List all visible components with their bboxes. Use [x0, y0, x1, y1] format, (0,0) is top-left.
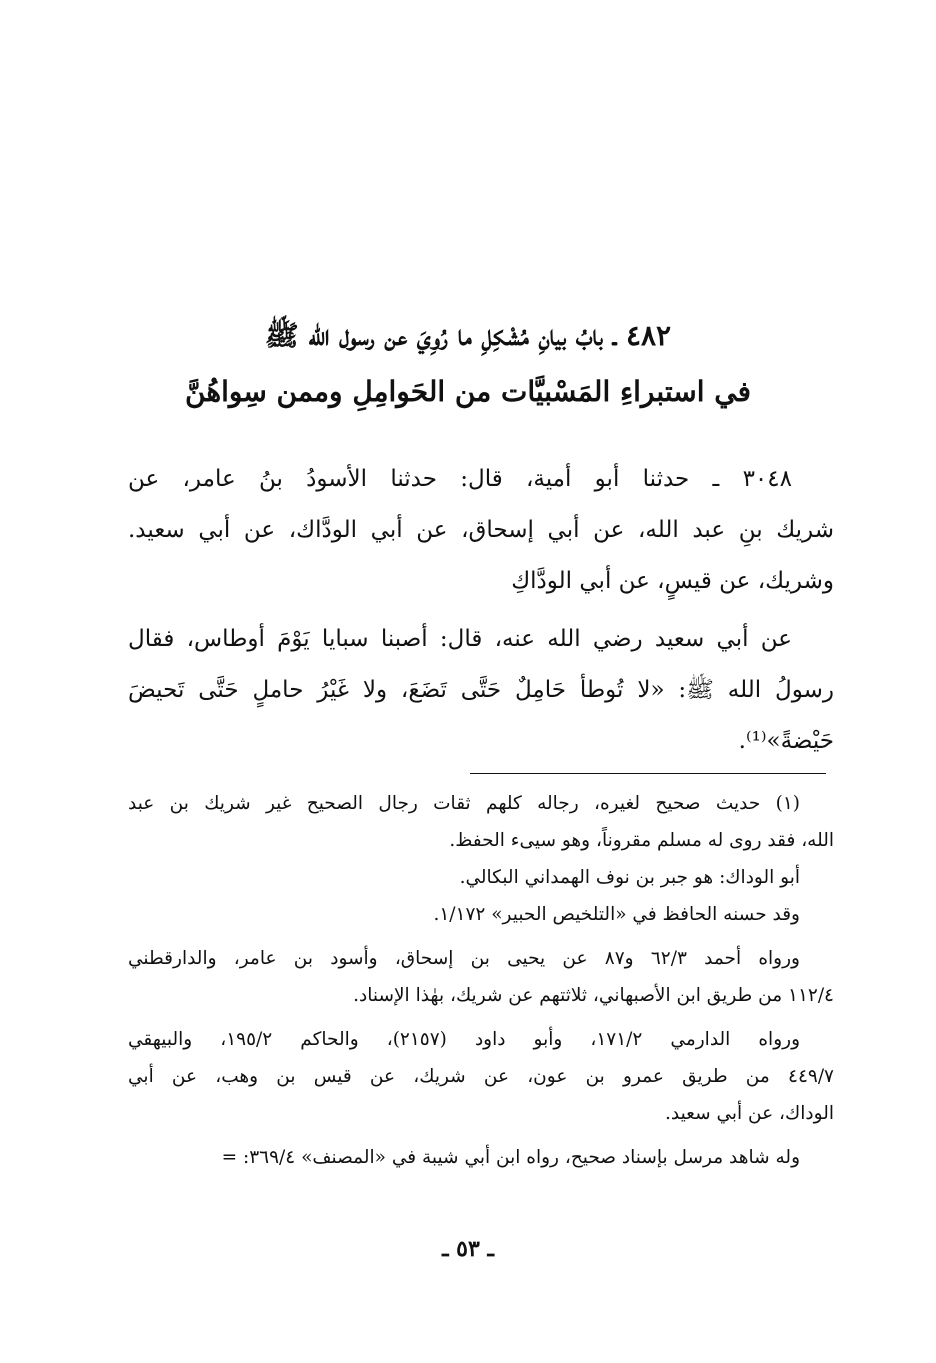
footnote-line: وقد حسنه الحافظ في «التلخيص الحبير» ١/١٧٢.	[433, 904, 800, 925]
page-number: ـ ٥٣ ـ	[442, 1236, 494, 1262]
matn-line-1: عن أبي سعيد رضي الله عنه، قال: أصبنا سبايا يَوْمَ أوطاس، فقال	[128, 626, 792, 652]
matn-line-2: رسولُ الله ﷺ: «لا تُوطأ حَامِلٌ حَتَّى تَضَعَ، ولا غَيْرُ حاملٍ حَتَّى تَحيضَ	[128, 677, 834, 703]
matn-line-3: حَيْضةً»⁽¹⁾.	[738, 728, 834, 754]
footnote-separator	[470, 773, 826, 774]
isnad-line-2: شريك بنِ عبد الله، عن أبي إسحاق، عن أبي الودَّاك، عن أبي سعيد.	[128, 517, 834, 543]
chapter-title-line-1: ٤٨٢ ـ بابُ بيانِ مُشْكِلِ ما رُوِيَ عن رسول الله ﷺ	[264, 319, 672, 352]
footnote-line: ٤٤٩/٧ من طريق عمرو بن عون، عن شريك، عن قيس بن وهب، عن أبي	[128, 1066, 834, 1087]
footnote-line: الله، فقد روى له مسلم مقروناً، وهو سيىء الحفظ.	[449, 830, 834, 851]
footnote-line: وله شاهد مرسل بإسناد صحيح، رواه ابن أبي شيبة في «المصنف» ٣٦٩/٤: =	[221, 1147, 800, 1168]
footnote-line: ١١٢/٤ من طريق ابن الأصبهاني، ثلاثتهم عن شريك، بهٰذا الإسناد.	[353, 985, 834, 1006]
hadith-matn	[128, 614, 834, 767]
footnote-line: الوداك، عن أبي سعيد.	[664, 1103, 834, 1124]
footnotes	[128, 785, 834, 1176]
footnote-line: ورواه أحمد ٦٢/٣ و٨٧ عن يحيى بن إسحاق، وأسود بن عامر، والدارقطني	[128, 948, 800, 969]
footnote-line: (١) حديث صحيح لغيره، رجاله كلهم ثقات رجال الصحيح غير شريك بن عبد	[128, 793, 800, 814]
chapter-heading	[110, 308, 826, 420]
footnote-line: ورواه الدارمي ١٧١/٢، وأبو داود (٢١٥٧)، والحاكم ١٩٥/٢، والبيهقي	[128, 1029, 800, 1050]
isnad-line-3: وشريك، عن قيسٍ، عن أبي الودَّاكِ	[511, 568, 834, 594]
chapter-title-line-2: في استبراءِ المَسْبيَّات من الحَوامِلِ وممن سِواهُنَّ	[185, 375, 751, 408]
footnote-line: أبو الوداك: هو جبر بن نوف الهمداني البكالي.	[459, 867, 800, 888]
hadith-isnad	[128, 454, 834, 607]
isnad-line-1: ٣٠٤٨ ـ حدثنا أبو أمية، قال: حدثنا الأسودُ بنُ عامر، عن	[128, 466, 792, 492]
